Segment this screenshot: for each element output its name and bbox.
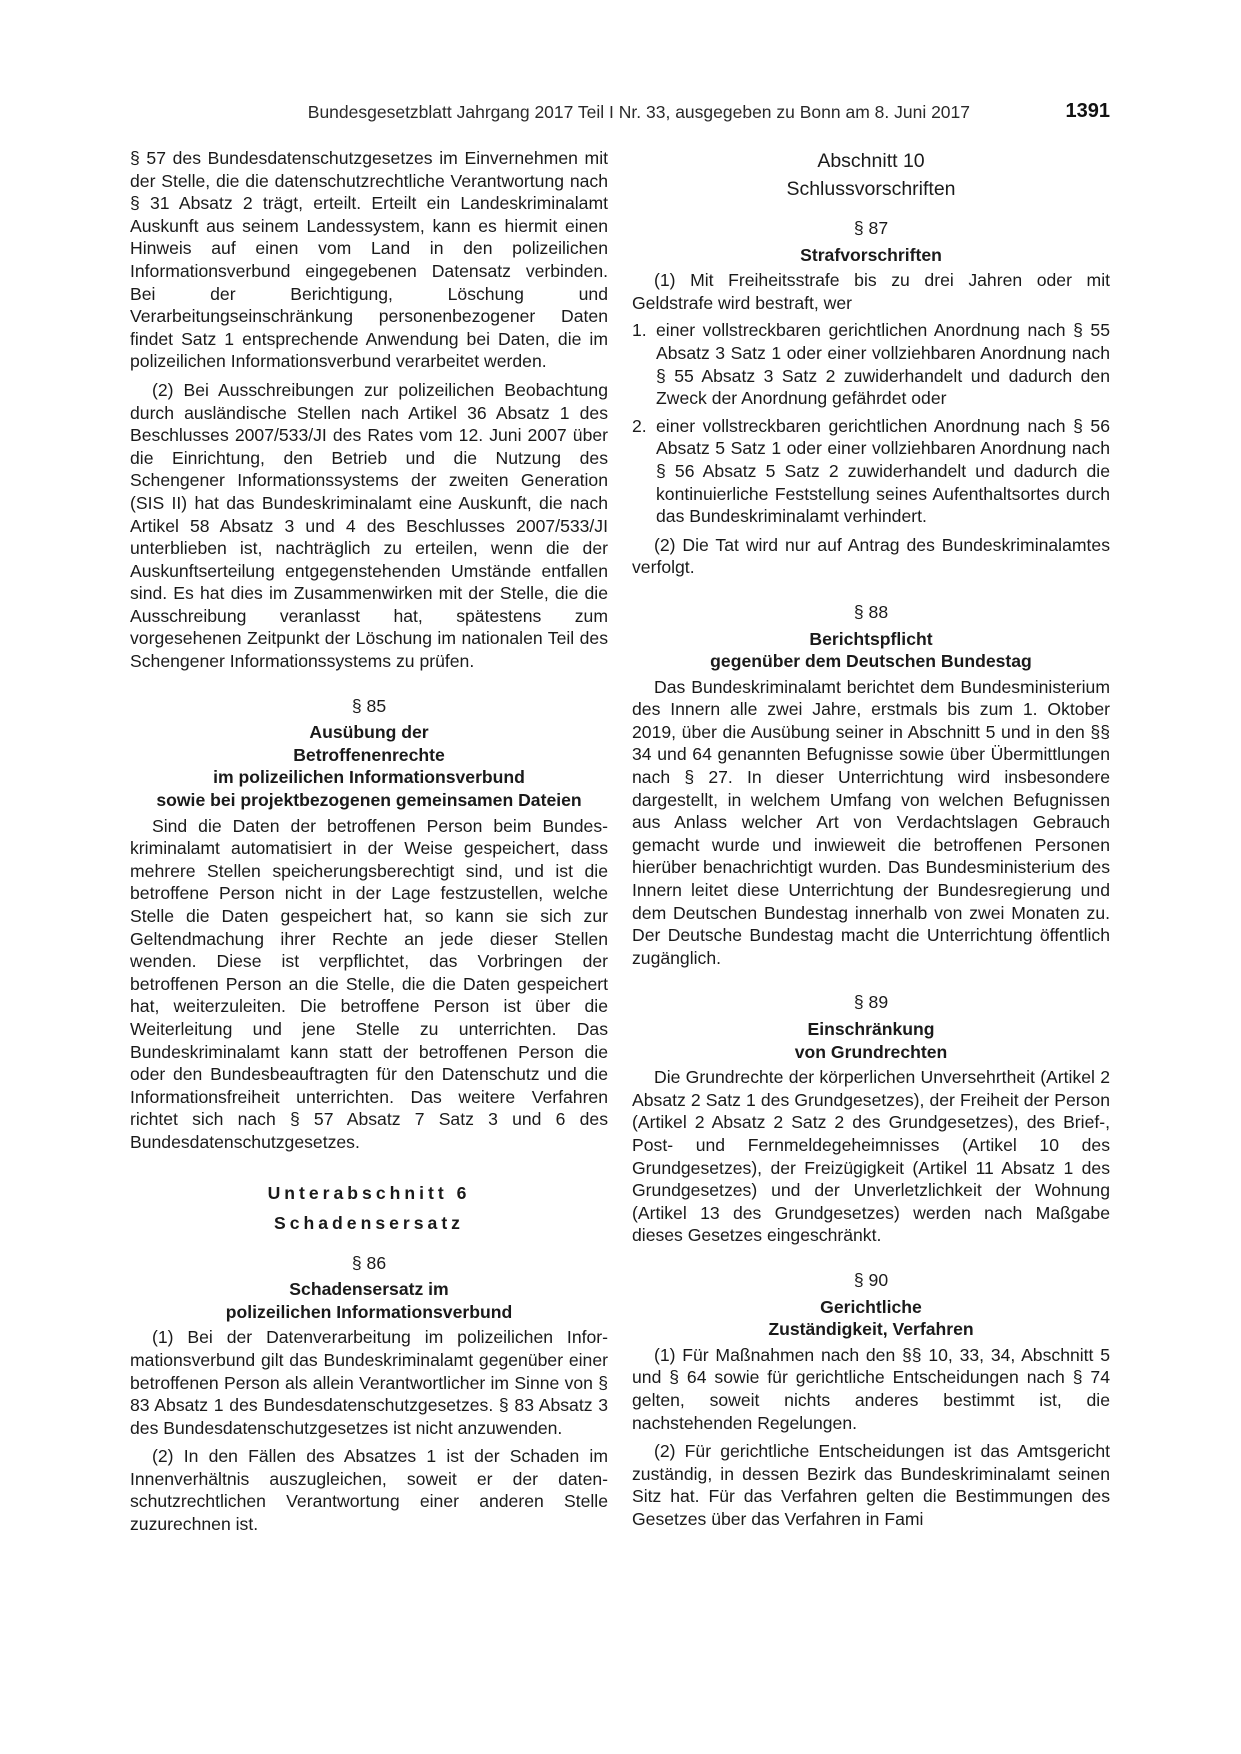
running-head: Bundesgesetzblatt Jahrgang 2017 Teil I Nr. 33, ausgegeben zu Bonn am 8. Juni 2017 <box>307 102 970 122</box>
subsection-number: Unterabschnitt 6 <box>267 1182 471 1203</box>
title-line: sowie bei projektbezogenen gemeinsamen Dateien <box>156 790 582 811</box>
list-item <box>632 415 1110 528</box>
page-number: 1391 <box>1065 100 1110 122</box>
title-line: Gerichtliche <box>820 1296 922 1317</box>
section-title <box>130 721 608 811</box>
list-number: 1. <box>632 320 647 341</box>
list-text: einer vollstreckbaren gerichtlichen Anordnung nach § 56 Absatz 5 Satz 1 oder einer vollziehbaren Anordnung nach § 56 Absatz 5 Satz 2 zuwiderhandelt und dadurch die kontinuierliche Feststellung seines Aufenthaltsortes durch das Bundeskriminalamt verhindert. <box>656 415 1110 527</box>
section-number: § 85 <box>351 695 387 716</box>
paragraph: (1) Bei der Datenverarbeitung im polizeilichen Informationsverbund gilt das Bundeskriminalamt gegenüber einer betroffenen Person als allein Verantwortlicher im Sinne von § 83 Absatz 1 des Bundesdatenschutzgesetzes. § 83 Absatz 3 des Bundesdatenschutzgesetzes ist nicht anzuwenden. <box>130 1327 608 1438</box>
paragraph: (2) Für gerichtliche Entscheidungen ist das Amtsgericht zuständig, in dessen Bezirk das Bundeskriminalamt seinen Sitz hat. Für das Verfahren gelten die Bestimmungen des Gesetzes über das Verfahren in Fami <box>632 1441 1110 1529</box>
paragraph: (1) Mit Freiheitsstrafe bis zu drei Jahren oder mit Geldstrafe wird bestraft, wer <box>632 270 1110 313</box>
section-title <box>632 1296 1110 1341</box>
list-item <box>632 319 1110 409</box>
title-line: gegenüber dem Deutschen Bundestag <box>710 651 1032 672</box>
paragraph: Das Bundeskriminalamt berichtet dem Bundesministerium des Innern alle zwei Jahre, erstmals bis zum 1. Oktober 2019, über die Ausübung seiner in Abschnitt 5 und in den §§ 34 und 64 genannten Befugnisse sowie über Übermittlungen nach § 27. In dieser Unterrichtung wird insbesondere dargestellt, in welchem Umfang von welchen Befugnissen aus Anlass welcher Art von Verdachtslagen Gebrauch gemacht wurde und inwieweit die betroffenen Personen hierüber benachrichtigt wurden. Das Bundesministerium des Innern leitet diese Unterrichtung der Bundesregierung und dem Deutschen Bundestag innerhalb von zwei Monaten zu. Der Deutsche Bundestag macht die Unterrichtung öffentlich zugänglich. <box>632 676 1110 968</box>
section-title <box>632 628 1110 673</box>
title-line: von Grundrechten <box>794 1041 948 1062</box>
title-line: Betroffenenrechte <box>293 744 445 765</box>
section-number: § 90 <box>853 1269 889 1290</box>
title-line: Berichtspflicht <box>809 628 933 649</box>
paragraph: Die Grundrechte der körperlichen Unversehrtheit (Artikel 2 Absatz 2 Satz 1 des Grundgesetzes), der Freiheit der Person (Artikel 2 Absatz 2 Satz 2 des Grundgesetzes), des Brief-, Post- und Fernmeldegeheimnisses (Artikel 10 des Grundgesetzes), der Freizügigkeit (Artikel 11 Absatz 1 des Grundgesetzes) und der Unverletzlichkeit der Wohnung (Artikel 13 des Grundgesetzes) werden nach Maßgabe dieses Gesetzes eingeschränkt. <box>632 1067 1110 1246</box>
section-title <box>130 1278 608 1323</box>
paragraph: (2) In den Fällen des Absatzes 1 ist der Schaden im Innenverhältnis auszugleichen, soweit er der datenschutzrechtlichen Verantwortung einer anderen Stelle zuzurechnen ist. <box>130 1446 608 1535</box>
paragraph: (2) Bei Ausschreibungen zur polizeilichen Beobachtung durch ausländische Stellen nach Artikel 36 Absatz 1 des Beschlusses 2007/533/JI des Rates vom 12. Juni 2007 über die Einrichtung, den Betrieb und die Nutzung des Schengener Informationssystems der zweiten Generation (SIS II) hat das Bundeskriminalamt eine Auskunft, die nach Artikel 58 Absatz 3 und 4 des Beschlusses 2007/533/JI unterblieben ist, nachträglich zu erteilen, wenn die der Auskunftserteilung entgegenstehenden Umstände entfallen sind. Es hat dies im Zusammenwirken mit der Stelle, die die Ausschreibung veranlasst hat, spätestens zum vorgesehenen Zeitpunkt der Löschung im nationalen Teil des Schengener Informationssystems zu prüfen. <box>130 379 608 672</box>
list-number: 2. <box>632 415 647 436</box>
title-line: polizeilichen Informationsverbund <box>225 1301 513 1322</box>
paragraph: (2) Die Tat wird nur auf Antrag des Bundeskriminalamtes verfolgt. <box>632 534 1110 578</box>
chapter-number: Abschnitt 10 <box>817 150 925 172</box>
section-title <box>632 1018 1110 1063</box>
page-header <box>130 100 1110 130</box>
paragraph: Sind die Daten der betroffenen Person beim Bundeskriminalamt automatisiert in der Weise gespeichert, dass mehrere Stellen speicherungsberechtigt sind, und ist die betroffene Person nicht in der Lage festzustellen, welche Stelle die Daten gespeichert hat, so kann sie sich zur Geltendmachung ihrer Rechte an jede dieser Stellen wenden. Diese ist verpflichtet, das Vorbringen der betroffenen Person an die Stelle, die die Daten gespeichert hat, weiterzuleiten. Die betroffene Person ist über die Weiterleitung und jene Stelle zu unterrichten. Das Bundeskriminalamt kann statt der betroffenen Person die oder den Bundesbeauftragten für den Datenschutz und die Informationsfreiheit unterrichten. Das weitere Verfahren richtet sich nach § 57 Absatz 7 Satz 3 und 6 des Bundesdatenschutzgesetzes. <box>130 815 608 1152</box>
section-number: § 87 <box>853 218 889 238</box>
paragraph: § 57 des Bundesdatenschutzgesetzes im Einvernehmen mit der Stelle, die die datenschutzrechtliche Verantwortung nach § 31 Absatz 2 trägt, erteilt. Erteilt ein Landeskriminalamt Auskunft aus seinem Landessystem, kann es hiermit einen Hinweis auf einen vom Land in den polizeilichen Informationsverbund eingegebenen Datensatz verbinden. Bei der Berichtigung, Löschung und Verarbeitungseinschränkung personenbezogener Daten findet Satz 1 entsprechende Anwendung bei Daten, die im polizeilichen Informationsverbund verarbeitet werden. <box>130 148 608 372</box>
list-text: einer vollstreckbaren gerichtlichen Anordnung nach § 55 Absatz 3 Satz 1 oder einer vollziehbaren Anordnung nach § 55 Absatz 3 Satz 2 zuwiderhandelt und dadurch den Zweck der Anordnung gefährdet oder <box>656 320 1110 409</box>
title-line: Schadensersatz im <box>289 1279 449 1300</box>
paragraph: (1) Für Maßnahmen nach den §§ 10, 33, 34, Abschnitt 5 und § 64 sowie für gerichtliche Entscheidungen nach § 74 gelten, soweit nichts anderes bestimmt ist, die nachstehenden Regelungen. <box>632 1344 1110 1433</box>
title-line: Ausübung der <box>309 722 429 743</box>
title-line: Einschränkung <box>807 1019 935 1039</box>
section-title: Strafvorschriften <box>800 244 942 265</box>
subsection-title: Schadensersatz <box>274 1212 464 1233</box>
section-number: § 89 <box>853 992 889 1013</box>
section-number: § 88 <box>853 601 889 622</box>
left-column <box>130 147 608 1536</box>
title-line: im polizeilichen Informationsverbund <box>213 767 525 788</box>
penalty-list <box>632 319 1110 527</box>
section-number: § 86 <box>351 1252 387 1273</box>
chapter-title: Schlussvorschriften <box>786 178 956 200</box>
title-line: Zuständigkeit, Verfahren <box>768 1319 974 1340</box>
right-column <box>632 147 1110 1530</box>
